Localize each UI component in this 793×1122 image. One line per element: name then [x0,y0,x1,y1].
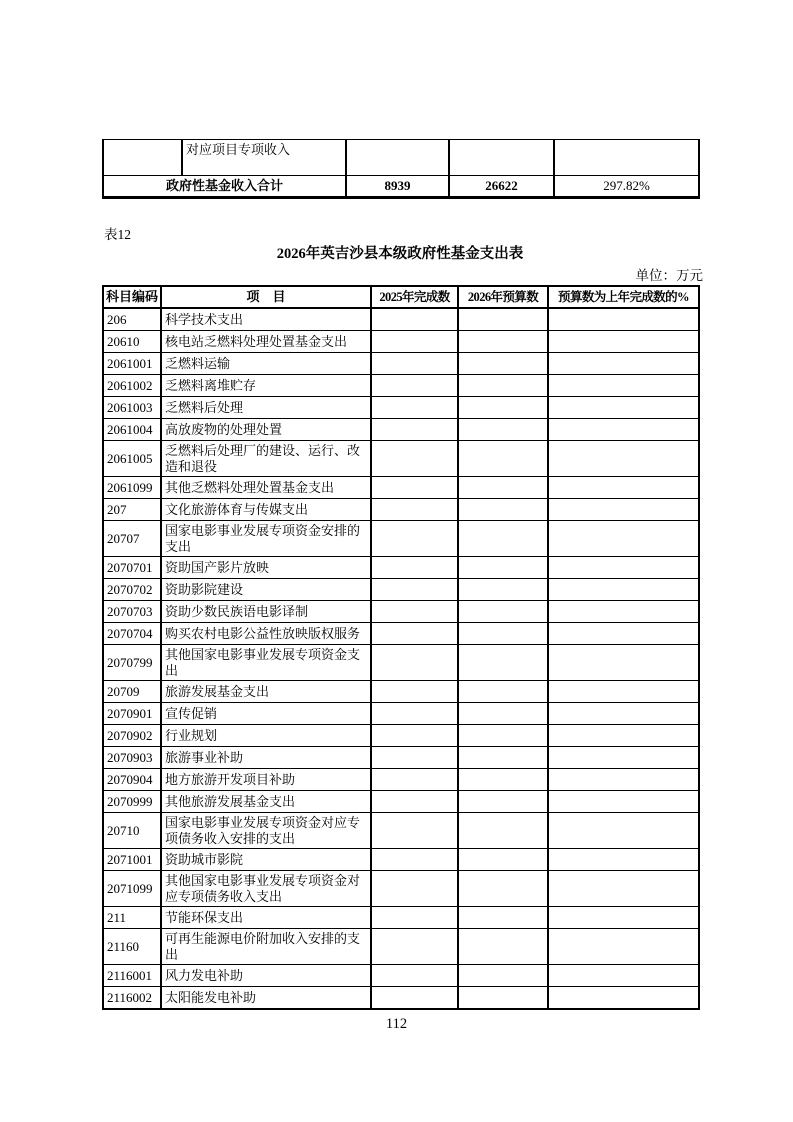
table-row [103,397,699,419]
value-pct-cell [548,441,699,477]
table-row [103,791,699,813]
table-row [103,849,699,871]
value-2026-cell [458,645,548,681]
value-2025-cell [346,140,449,176]
value-pct-cell [548,397,699,419]
unit-label: 单位：万元 [635,268,703,283]
value-2025-cell [371,791,458,813]
value-pct-cell [548,703,699,725]
table-row [103,477,699,499]
item-cell: 乏燃料离堆贮存 [161,375,371,397]
table-row [103,375,699,397]
total-pct-cell: 297.82% [554,176,699,198]
item-cell: 行业规划 [161,725,371,747]
value-2026-cell [458,907,548,929]
value-2026-cell [458,747,548,769]
item-cell: 太阳能发电补助 [161,987,371,1010]
value-2026-cell [458,725,548,747]
value-2025-cell [371,907,458,929]
header-row [103,286,699,308]
table-row [103,308,699,331]
code-cell: 2070999 [103,791,161,813]
value-2026-cell [458,929,548,965]
item-cell: 国家电影事业发展专项资金对应专项债务收入安排的支出 [161,813,371,849]
value-2026-cell [458,397,548,419]
revenue-total-table [102,139,700,199]
item-cell: 乏燃料运输 [161,353,371,375]
item-cell: 风力发电补助 [161,965,371,987]
code-cell: 206 [103,308,161,331]
value-2026-cell [458,769,548,791]
code-cell: 20707 [103,521,161,557]
table-row [103,965,699,987]
code-cell: 2070701 [103,557,161,579]
item-cell: 乏燃料后处理 [161,397,371,419]
value-pct-cell [548,769,699,791]
value-pct-cell [548,557,699,579]
item-cell: 旅游事业补助 [161,747,371,769]
value-2025-cell [371,557,458,579]
value-pct-cell [548,813,699,849]
item-cell: 旅游发展基金支出 [161,681,371,703]
value-pct-cell [548,419,699,441]
code-cell: 2070702 [103,579,161,601]
value-2025-cell [371,871,458,907]
value-2026-cell [458,375,548,397]
code-cell: 207 [103,499,161,521]
value-pct-cell [548,308,699,331]
value-2025-cell [371,725,458,747]
value-2025-cell [371,375,458,397]
header-pct: 预算数为上年完成数的% [548,286,699,308]
table-row [103,353,699,375]
table-row [103,987,699,1010]
table-row [103,907,699,929]
value-2025-cell [371,929,458,965]
value-pct-cell [548,725,699,747]
value-2026-cell [458,849,548,871]
value-2026-cell [458,987,548,1010]
code-cell: 2070902 [103,725,161,747]
value-pct-cell [548,965,699,987]
value-pct-cell [548,791,699,813]
table-row [103,441,699,477]
value-2025-cell [371,747,458,769]
item-cell: 科学技术支出 [161,308,371,331]
value-pct-cell [548,681,699,703]
value-2025-cell [371,769,458,791]
item-cell: 文化旅游体育与传媒支出 [161,499,371,521]
value-2026-cell [458,441,548,477]
value-2026-cell [458,965,548,987]
item-cell: 核电站乏燃料处理处置基金支出 [161,331,371,353]
value-2026-cell [458,703,548,725]
table-row [103,813,699,849]
value-2026-cell [458,813,548,849]
item-cell: 高放废物的处理处置 [161,419,371,441]
code-cell [103,140,182,176]
value-2025-cell [371,331,458,353]
value-2025-cell [371,441,458,477]
table-row [103,623,699,645]
code-cell: 2116002 [103,987,161,1010]
table-row [103,725,699,747]
value-2025-cell [371,703,458,725]
total-2025-cell: 8939 [346,176,449,198]
table-row [103,557,699,579]
value-pct-cell [548,477,699,499]
table-number-label: 表12 [104,227,131,242]
value-pct-cell [548,929,699,965]
value-2026-cell [458,499,548,521]
value-2026-cell [458,308,548,331]
value-2025-cell [371,521,458,557]
code-cell: 2071099 [103,871,161,907]
value-pct-cell [554,140,699,176]
value-2025-cell [371,419,458,441]
value-2025-cell [371,813,458,849]
table-row [103,579,699,601]
value-pct-cell [548,623,699,645]
page-number: 112 [385,1016,408,1032]
code-cell: 2061099 [103,477,161,499]
header-code: 科目编码 [103,286,161,308]
value-2025-cell [371,477,458,499]
value-2026-cell [458,353,548,375]
header-2026: 2026年预算数 [458,286,548,308]
value-2025-cell [371,353,458,375]
item-cell: 资助影院建设 [161,579,371,601]
code-cell: 20710 [103,813,161,849]
value-pct-cell [548,579,699,601]
value-2025-cell [371,849,458,871]
item-cell: 地方旅游开发项目补助 [161,769,371,791]
code-cell: 2070703 [103,601,161,623]
item-cell: 宣传促销 [161,703,371,725]
code-cell: 2116001 [103,965,161,987]
value-2026-cell [458,331,548,353]
code-cell: 211 [103,907,161,929]
code-cell: 21160 [103,929,161,965]
value-2026-cell [458,557,548,579]
value-2025-cell [371,987,458,1010]
item-cell: 国家电影事业发展专项资金安排的支出 [161,521,371,557]
item-cell: 节能环保支出 [161,907,371,929]
code-cell: 2070704 [103,623,161,645]
item-cell: 资助国产影片放映 [161,557,371,579]
value-2025-cell [371,965,458,987]
item-cell: 资助城市影院 [161,849,371,871]
value-2025-cell [371,308,458,331]
table-row [103,681,699,703]
value-pct-cell [548,645,699,681]
value-2026-cell [458,623,548,645]
code-cell: 20709 [103,681,161,703]
item-cell: 购买农村电影公益性放映版权服务 [161,623,371,645]
code-cell: 2071001 [103,849,161,871]
table-row [103,769,699,791]
table-row [103,601,699,623]
value-2026-cell [458,871,548,907]
value-2025-cell [371,579,458,601]
page-title: 2026年英吉沙县本级政府性基金支出表 [276,246,524,262]
header-item: 项 目 [161,286,371,308]
item-cell: 其他国家电影事业发展专项资金支出 [161,645,371,681]
item-cell: 乏燃料后处理厂的建设、运行、改造和退役 [161,441,371,477]
table-row [103,703,699,725]
value-2026-cell [449,140,554,176]
value-pct-cell [548,849,699,871]
item-cell: 对应项目专项收入 [182,140,346,176]
table-row [103,645,699,681]
total-label-cell: 政府性基金收入合计 [103,176,346,198]
item-cell: 资助少数民族语电影译制 [161,601,371,623]
value-pct-cell [548,521,699,557]
table-row [103,747,699,769]
table-row [103,871,699,907]
code-cell: 2061001 [103,353,161,375]
table-row [103,929,699,965]
value-pct-cell [548,907,699,929]
code-cell: 2061003 [103,397,161,419]
code-cell: 20610 [103,331,161,353]
item-cell: 其他旅游发展基金支出 [161,791,371,813]
table-row [103,521,699,557]
code-cell: 2061005 [103,441,161,477]
spending-table [102,285,700,1010]
header-2025: 2025年完成数 [371,286,458,308]
value-2026-cell [458,601,548,623]
code-cell: 2061004 [103,419,161,441]
code-cell: 2070904 [103,769,161,791]
value-2025-cell [371,601,458,623]
value-pct-cell [548,747,699,769]
value-pct-cell [548,871,699,907]
code-cell: 2070901 [103,703,161,725]
value-2026-cell [458,791,548,813]
value-2026-cell [458,419,548,441]
value-2026-cell [458,579,548,601]
value-2025-cell [371,681,458,703]
table-row [103,331,699,353]
value-pct-cell [548,331,699,353]
value-2025-cell [371,645,458,681]
item-cell: 其他乏燃料处理处置基金支出 [161,477,371,499]
spending-table-body [103,308,699,1009]
value-2026-cell [458,521,548,557]
table-row [103,499,699,521]
value-2025-cell [371,623,458,645]
code-cell: 2061002 [103,375,161,397]
item-cell: 可再生能源电价附加收入安排的支出 [161,929,371,965]
value-pct-cell [548,987,699,1010]
table-row [103,419,699,441]
code-cell: 2070903 [103,747,161,769]
value-pct-cell [548,601,699,623]
item-cell: 其他国家电影事业发展专项资金对应专项债务收入支出 [161,871,371,907]
total-row [103,176,699,198]
value-2026-cell [458,477,548,499]
value-pct-cell [548,375,699,397]
total-2026-cell: 26622 [449,176,554,198]
value-2025-cell [371,499,458,521]
table-row [103,140,699,176]
value-2026-cell [458,681,548,703]
value-2025-cell [371,397,458,419]
value-pct-cell [548,499,699,521]
code-cell: 2070799 [103,645,161,681]
value-pct-cell [548,353,699,375]
